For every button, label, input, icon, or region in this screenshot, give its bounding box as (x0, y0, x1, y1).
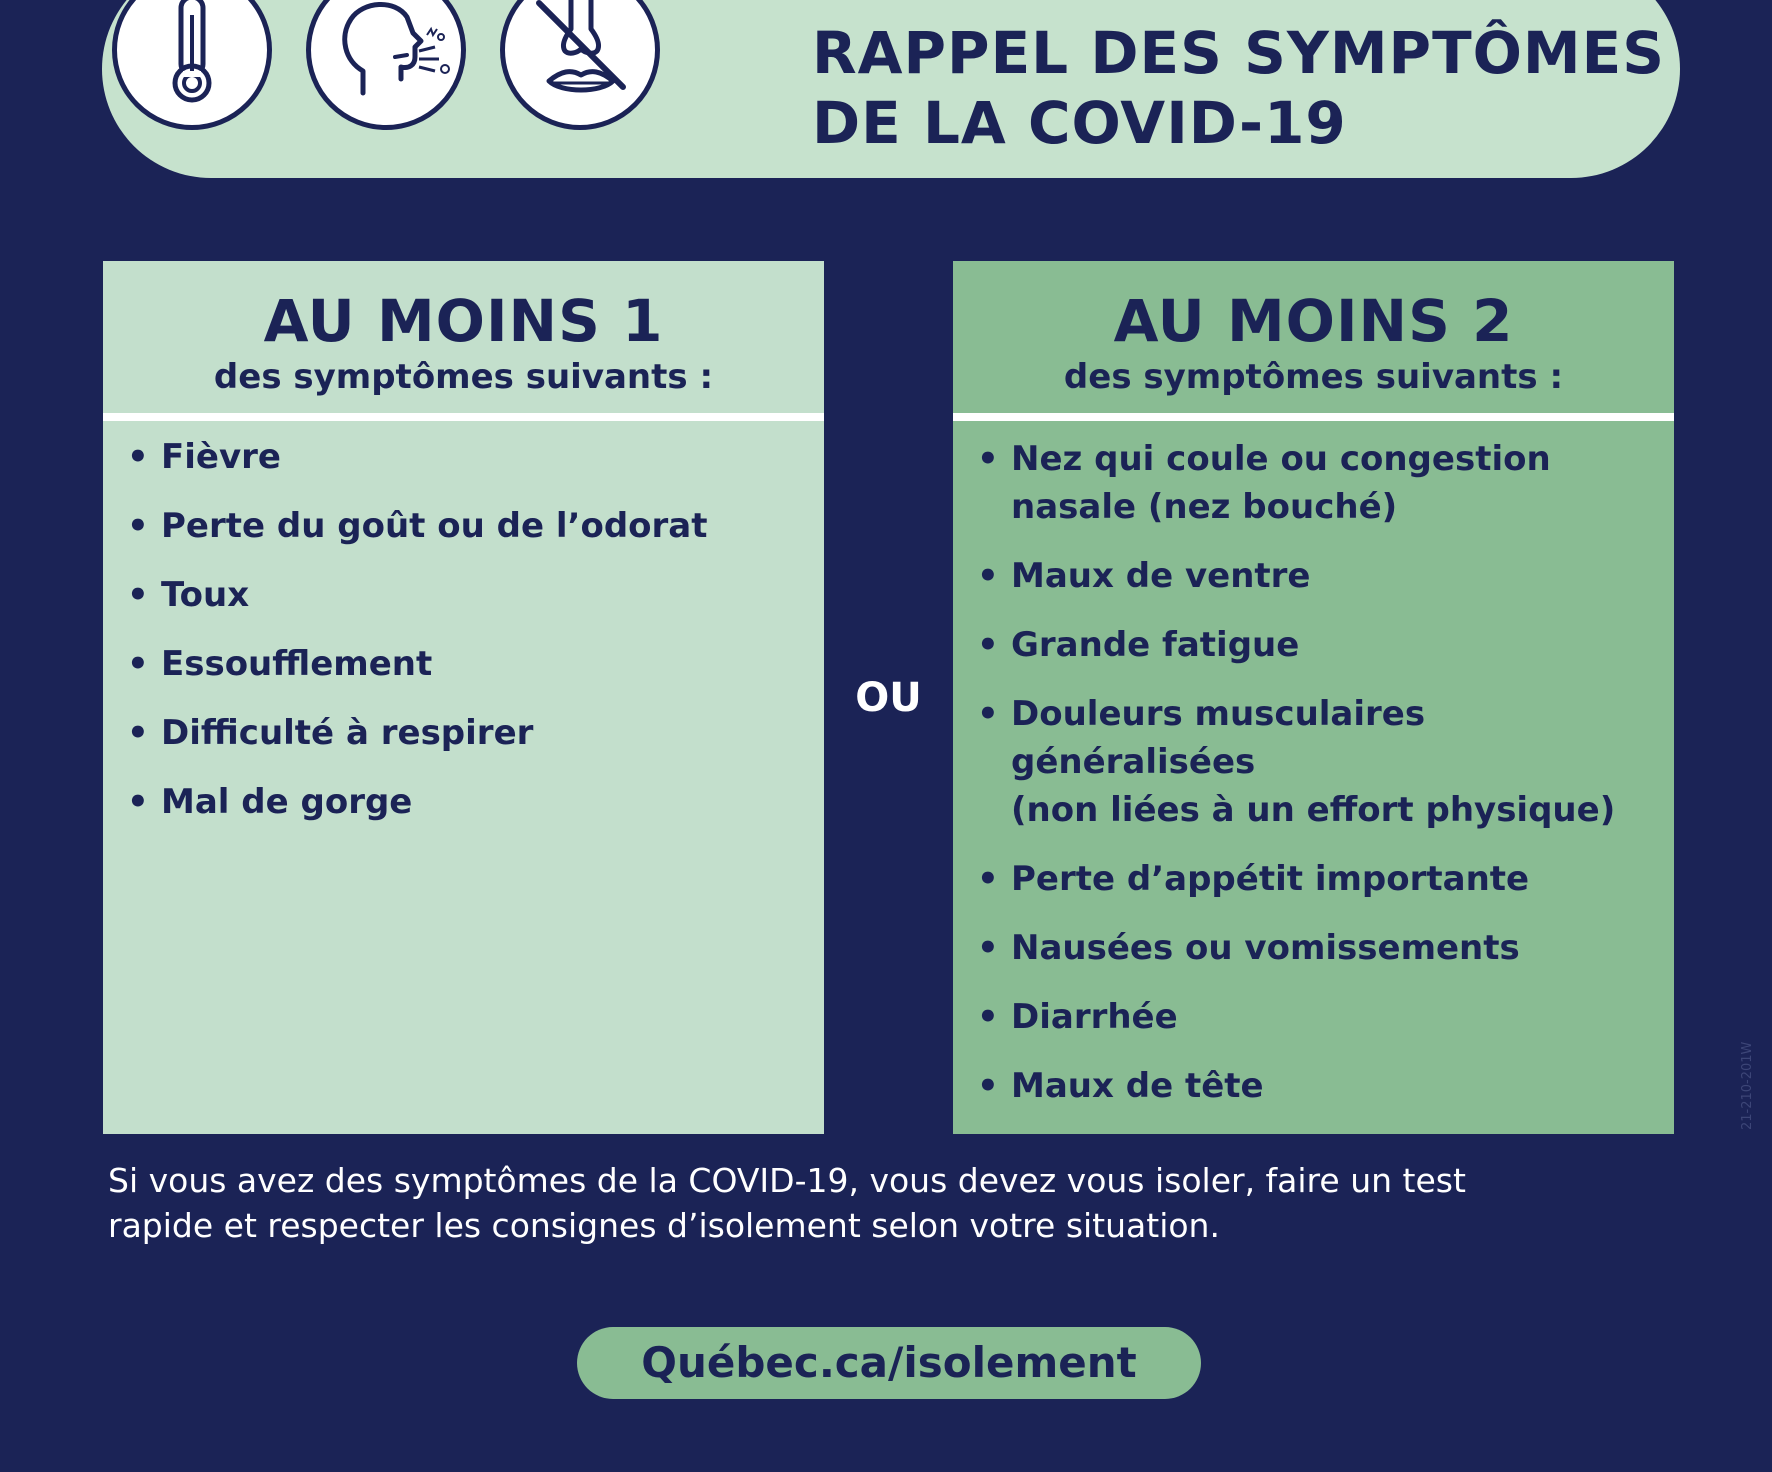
panel-subtitle: des symptômes suivants : (213, 357, 714, 397)
isolation-notice (108, 1158, 1668, 1248)
page-title (812, 18, 1665, 158)
symptom-item (1011, 621, 1674, 669)
or-separator: OU (855, 675, 922, 721)
symptom-item (1011, 993, 1674, 1041)
document-code: 21-210-201W (1740, 1041, 1755, 1130)
symptom-item-line: • Diarrhée (1011, 997, 1178, 1037)
symptom-item (1011, 924, 1674, 972)
loss-of-smell-taste-icon (500, 0, 660, 130)
symptom-item (1011, 1062, 1674, 1110)
symptom-item-line: • Maux de tête (1011, 1066, 1264, 1106)
panel-at-least-one (103, 261, 824, 1134)
panel-subtitle: des symptômes suivants : (1063, 357, 1564, 397)
symptom-item: • Difficulté à respirer (161, 709, 824, 757)
symptom-item (1011, 552, 1674, 600)
symptom-item-line: • Perte d’appétit importante (1011, 859, 1530, 899)
cough-icon (306, 0, 466, 130)
notice-line-2: rapide et respecter les consignes d’isolement selon votre situation. (108, 1206, 1220, 1245)
symptom-list (953, 421, 1674, 1110)
symptom-item-line: • Nez qui coule ou congestion (1011, 439, 1551, 479)
symptom-list (103, 421, 824, 826)
header-banner (102, 0, 1680, 178)
symptom-item-line: • Grande fatigue (1011, 625, 1300, 665)
symptom-item-line: • Nausées ou vomissements (1011, 928, 1520, 968)
symptom-item: • Fièvre (161, 433, 824, 481)
panel-title: AU MOINS 2 (1113, 287, 1514, 355)
panel-header (103, 261, 824, 421)
symptom-item (1011, 690, 1674, 834)
symptom-item-line: (non liées à un effort physique) (1011, 790, 1616, 830)
symptom-item (1011, 855, 1674, 903)
symptom-item-line: • Douleurs musculaires (1011, 694, 1426, 734)
title-line-2: DE LA COVID-19 (812, 89, 1347, 157)
notice-line-1: Si vous avez des symptômes de la COVID-19, vous devez vous isoler, faire un test (108, 1161, 1466, 1200)
symptom-item-line: • Maux de ventre (1011, 556, 1311, 596)
panel-header (953, 261, 1674, 421)
symptom-item-line: nasale (nez bouché) (1011, 487, 1398, 527)
symptom-item: • Mal de gorge (161, 778, 824, 826)
title-line-1: RAPPEL DES SYMPTÔMES (812, 19, 1666, 87)
symptom-item: • Toux (161, 571, 824, 619)
isolement-link[interactable]: Québec.ca/isolement (577, 1327, 1201, 1399)
symptom-item-line: généralisées (1011, 742, 1256, 782)
symptom-item (1011, 435, 1674, 531)
panel-title: AU MOINS 1 (263, 287, 664, 355)
thermometer-icon (112, 0, 272, 130)
symptom-item: • Essoufflement (161, 640, 824, 688)
panel-at-least-two (953, 261, 1674, 1134)
symptom-item: • Perte du goût ou de l’odorat (161, 502, 824, 550)
